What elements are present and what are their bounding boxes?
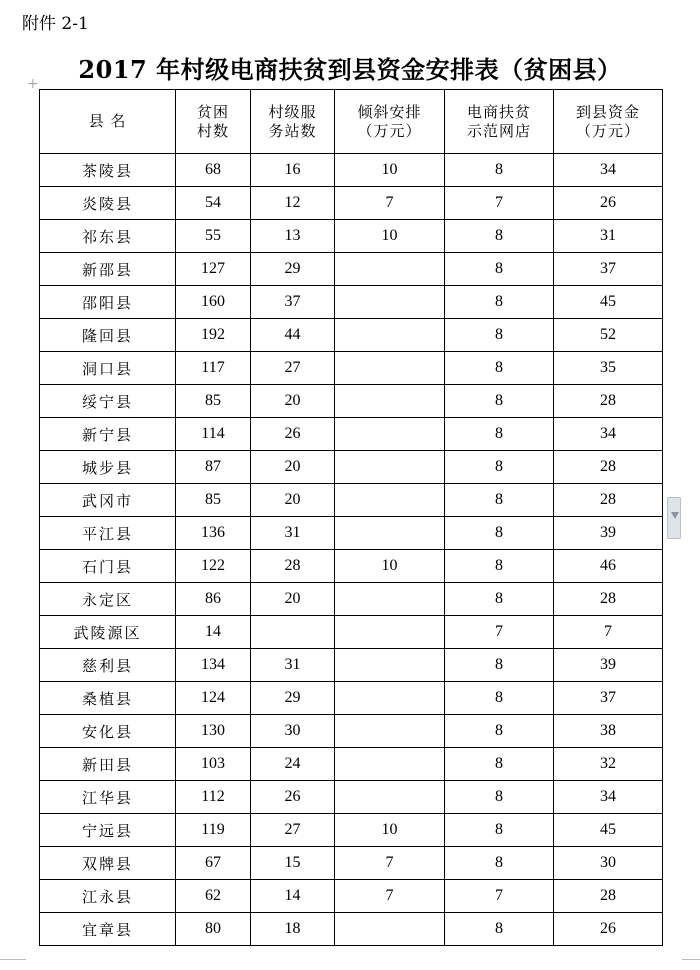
header-county-name xyxy=(40,90,176,154)
cell-demo-shops: 8 xyxy=(445,913,554,946)
cell-service-stations: 18 xyxy=(251,913,335,946)
cell-tilted-allocation xyxy=(335,385,445,418)
scroll-marker-icon[interactable] xyxy=(667,497,681,539)
cell-county-name: 武冈市 xyxy=(40,484,176,517)
page-corner-right xyxy=(682,959,700,970)
table-row xyxy=(40,682,663,715)
cell-poor-villages: 122 xyxy=(176,550,251,583)
cell-poor-villages: 119 xyxy=(176,814,251,847)
cell-tilted-allocation xyxy=(335,286,445,319)
table-row xyxy=(40,550,663,583)
header-line-2: 示范网店 xyxy=(466,121,531,140)
cell-poor-villages: 130 xyxy=(176,715,251,748)
table-row xyxy=(40,154,663,187)
cell-county-funds: 39 xyxy=(554,517,663,550)
cell-county-funds: 30 xyxy=(554,847,663,880)
cell-tilted-allocation xyxy=(335,649,445,682)
table-header-row xyxy=(40,90,663,154)
cell-demo-shops: 8 xyxy=(445,484,554,517)
cell-county-funds: 26 xyxy=(554,187,663,220)
header-line-2: （万元） xyxy=(357,121,422,140)
cell-service-stations xyxy=(251,616,335,649)
cell-demo-shops: 8 xyxy=(445,550,554,583)
cell-service-stations: 12 xyxy=(251,187,335,220)
cell-poor-villages: 67 xyxy=(176,847,251,880)
cell-tilted-allocation xyxy=(335,418,445,451)
cell-tilted-allocation xyxy=(335,319,445,352)
cell-poor-villages: 14 xyxy=(176,616,251,649)
cell-county-name: 新田县 xyxy=(40,748,176,781)
cell-tilted-allocation xyxy=(335,484,445,517)
cell-poor-villages: 68 xyxy=(176,154,251,187)
header-service-stations xyxy=(251,90,335,154)
header-line-2: 村数 xyxy=(196,121,229,140)
table-row xyxy=(40,286,663,319)
cell-county-funds: 39 xyxy=(554,649,663,682)
cell-county-name: 石门县 xyxy=(40,550,176,583)
cell-tilted-allocation xyxy=(335,616,445,649)
cell-tilted-allocation: 7 xyxy=(335,187,445,220)
table-row xyxy=(40,451,663,484)
cell-county-name: 城步县 xyxy=(40,451,176,484)
table-move-handle-icon[interactable]: + xyxy=(27,76,39,92)
cell-tilted-allocation xyxy=(335,913,445,946)
cell-county-funds: 28 xyxy=(554,451,663,484)
cell-demo-shops: 8 xyxy=(445,682,554,715)
cell-county-funds: 52 xyxy=(554,319,663,352)
cell-demo-shops: 8 xyxy=(445,154,554,187)
cell-tilted-allocation: 7 xyxy=(335,847,445,880)
header-line-1: 村级服 xyxy=(268,102,317,121)
table-row xyxy=(40,484,663,517)
cell-service-stations: 15 xyxy=(251,847,335,880)
cell-poor-villages: 134 xyxy=(176,649,251,682)
cell-demo-shops: 7 xyxy=(445,187,554,220)
cell-service-stations: 13 xyxy=(251,220,335,253)
table-row xyxy=(40,220,663,253)
cell-county-name: 永定区 xyxy=(40,583,176,616)
cell-poor-villages: 87 xyxy=(176,451,251,484)
cell-county-name: 绥宁县 xyxy=(40,385,176,418)
cell-service-stations: 16 xyxy=(251,154,335,187)
cell-demo-shops: 7 xyxy=(445,616,554,649)
cell-county-name: 桑植县 xyxy=(40,682,176,715)
cell-county-name: 隆回县 xyxy=(40,319,176,352)
cell-county-funds: 35 xyxy=(554,352,663,385)
cell-poor-villages: 136 xyxy=(176,517,251,550)
cell-county-name: 双牌县 xyxy=(40,847,176,880)
table-row xyxy=(40,880,663,913)
table-body xyxy=(40,154,663,946)
table-row xyxy=(40,583,663,616)
cell-poor-villages: 114 xyxy=(176,418,251,451)
header-line-1: 电商扶贫 xyxy=(466,102,531,121)
cell-poor-villages: 112 xyxy=(176,781,251,814)
cell-service-stations: 26 xyxy=(251,418,335,451)
header-line-2: 务站数 xyxy=(268,121,317,140)
cell-tilted-allocation xyxy=(335,253,445,286)
cell-county-funds: 28 xyxy=(554,583,663,616)
cell-service-stations: 29 xyxy=(251,253,335,286)
cell-service-stations: 14 xyxy=(251,880,335,913)
cell-service-stations: 20 xyxy=(251,385,335,418)
cell-service-stations: 28 xyxy=(251,550,335,583)
cell-demo-shops: 8 xyxy=(445,748,554,781)
cell-tilted-allocation: 10 xyxy=(335,220,445,253)
cell-tilted-allocation xyxy=(335,583,445,616)
cell-service-stations: 27 xyxy=(251,352,335,385)
cell-poor-villages: 192 xyxy=(176,319,251,352)
cell-county-funds: 37 xyxy=(554,253,663,286)
cell-service-stations: 31 xyxy=(251,649,335,682)
attachment-label: 附件 2-1 xyxy=(22,14,89,34)
cell-service-stations: 27 xyxy=(251,814,335,847)
cell-county-funds: 28 xyxy=(554,484,663,517)
cell-county-name: 安化县 xyxy=(40,715,176,748)
cell-county-name: 新邵县 xyxy=(40,253,176,286)
table-row xyxy=(40,748,663,781)
cell-demo-shops: 8 xyxy=(445,220,554,253)
cell-county-name: 宜章县 xyxy=(40,913,176,946)
cell-county-funds: 32 xyxy=(554,748,663,781)
cell-demo-shops: 7 xyxy=(445,880,554,913)
cell-tilted-allocation: 10 xyxy=(335,550,445,583)
cell-demo-shops: 8 xyxy=(445,451,554,484)
header-county-funds xyxy=(554,90,663,154)
cell-poor-villages: 80 xyxy=(176,913,251,946)
cell-county-funds: 31 xyxy=(554,220,663,253)
cell-poor-villages: 124 xyxy=(176,682,251,715)
cell-county-name: 江永县 xyxy=(40,880,176,913)
table-row xyxy=(40,847,663,880)
table-row xyxy=(40,352,663,385)
cell-demo-shops: 8 xyxy=(445,814,554,847)
page-corner-left xyxy=(0,959,26,970)
cell-service-stations: 31 xyxy=(251,517,335,550)
cell-tilted-allocation xyxy=(335,715,445,748)
cell-service-stations: 44 xyxy=(251,319,335,352)
cell-demo-shops: 8 xyxy=(445,385,554,418)
cell-demo-shops: 8 xyxy=(445,715,554,748)
cell-county-name: 炎陵县 xyxy=(40,187,176,220)
table-row xyxy=(40,319,663,352)
table-row xyxy=(40,418,663,451)
cell-service-stations: 20 xyxy=(251,583,335,616)
table-row xyxy=(40,715,663,748)
cell-service-stations: 26 xyxy=(251,781,335,814)
cell-demo-shops: 8 xyxy=(445,649,554,682)
cell-county-funds: 26 xyxy=(554,913,663,946)
cell-county-funds: 34 xyxy=(554,154,663,187)
cell-poor-villages: 103 xyxy=(176,748,251,781)
cell-tilted-allocation xyxy=(335,517,445,550)
cell-county-funds: 28 xyxy=(554,385,663,418)
table-row xyxy=(40,517,663,550)
header-line-1: 倾斜安排 xyxy=(357,102,422,121)
funding-table xyxy=(39,89,663,946)
cell-county-funds: 34 xyxy=(554,781,663,814)
cell-county-funds: 45 xyxy=(554,814,663,847)
cell-tilted-allocation xyxy=(335,352,445,385)
cell-county-funds: 37 xyxy=(554,682,663,715)
cell-demo-shops: 8 xyxy=(445,583,554,616)
cell-county-name: 洞口县 xyxy=(40,352,176,385)
cell-county-name: 茶陵县 xyxy=(40,154,176,187)
cell-county-name: 平江县 xyxy=(40,517,176,550)
cell-county-funds: 7 xyxy=(554,616,663,649)
cell-tilted-allocation xyxy=(335,451,445,484)
cell-poor-villages: 85 xyxy=(176,484,251,517)
cell-county-name: 祁东县 xyxy=(40,220,176,253)
cell-demo-shops: 8 xyxy=(445,781,554,814)
cell-tilted-allocation: 7 xyxy=(335,880,445,913)
cell-county-funds: 28 xyxy=(554,880,663,913)
table-row xyxy=(40,814,663,847)
cell-county-funds: 46 xyxy=(554,550,663,583)
cell-service-stations: 24 xyxy=(251,748,335,781)
cell-poor-villages: 62 xyxy=(176,880,251,913)
cell-county-name: 新宁县 xyxy=(40,418,176,451)
cell-poor-villages: 160 xyxy=(176,286,251,319)
cell-tilted-allocation: 10 xyxy=(335,814,445,847)
table-row xyxy=(40,649,663,682)
cell-tilted-allocation xyxy=(335,748,445,781)
cell-demo-shops: 8 xyxy=(445,418,554,451)
cell-service-stations: 20 xyxy=(251,484,335,517)
table-row xyxy=(40,253,663,286)
table-row xyxy=(40,913,663,946)
cell-tilted-allocation xyxy=(335,781,445,814)
cell-service-stations: 37 xyxy=(251,286,335,319)
cell-poor-villages: 54 xyxy=(176,187,251,220)
table-row xyxy=(40,781,663,814)
cell-county-funds: 34 xyxy=(554,418,663,451)
cell-county-funds: 38 xyxy=(554,715,663,748)
cell-demo-shops: 8 xyxy=(445,517,554,550)
cell-demo-shops: 8 xyxy=(445,286,554,319)
cell-county-name: 邵阳县 xyxy=(40,286,176,319)
table-row xyxy=(40,187,663,220)
header-poor-villages xyxy=(176,90,251,154)
cell-county-name: 慈利县 xyxy=(40,649,176,682)
cell-service-stations: 20 xyxy=(251,451,335,484)
header-tilted-allocation xyxy=(335,90,445,154)
cell-demo-shops: 8 xyxy=(445,847,554,880)
header-line-1: 县 名 xyxy=(88,112,127,130)
cell-tilted-allocation: 10 xyxy=(335,154,445,187)
cell-county-name: 宁远县 xyxy=(40,814,176,847)
cell-service-stations: 30 xyxy=(251,715,335,748)
cell-service-stations: 29 xyxy=(251,682,335,715)
cell-poor-villages: 117 xyxy=(176,352,251,385)
table-row xyxy=(40,385,663,418)
cell-demo-shops: 8 xyxy=(445,319,554,352)
cell-demo-shops: 8 xyxy=(445,253,554,286)
cell-poor-villages: 85 xyxy=(176,385,251,418)
cell-county-funds: 45 xyxy=(554,286,663,319)
header-line-1: 贫困 xyxy=(196,102,229,121)
page-title: 2017 年村级电商扶贫到县资金安排表（贫困县） xyxy=(78,55,622,84)
header-demo-shops xyxy=(445,90,554,154)
cell-poor-villages: 86 xyxy=(176,583,251,616)
table-row xyxy=(40,616,663,649)
header-line-1: 到县资金 xyxy=(575,102,640,121)
cell-demo-shops: 8 xyxy=(445,352,554,385)
header-line-2: （万元） xyxy=(575,121,640,140)
cell-county-name: 江华县 xyxy=(40,781,176,814)
cell-tilted-allocation xyxy=(335,682,445,715)
cell-county-name: 武陵源区 xyxy=(40,616,176,649)
cell-poor-villages: 127 xyxy=(176,253,251,286)
cell-poor-villages: 55 xyxy=(176,220,251,253)
